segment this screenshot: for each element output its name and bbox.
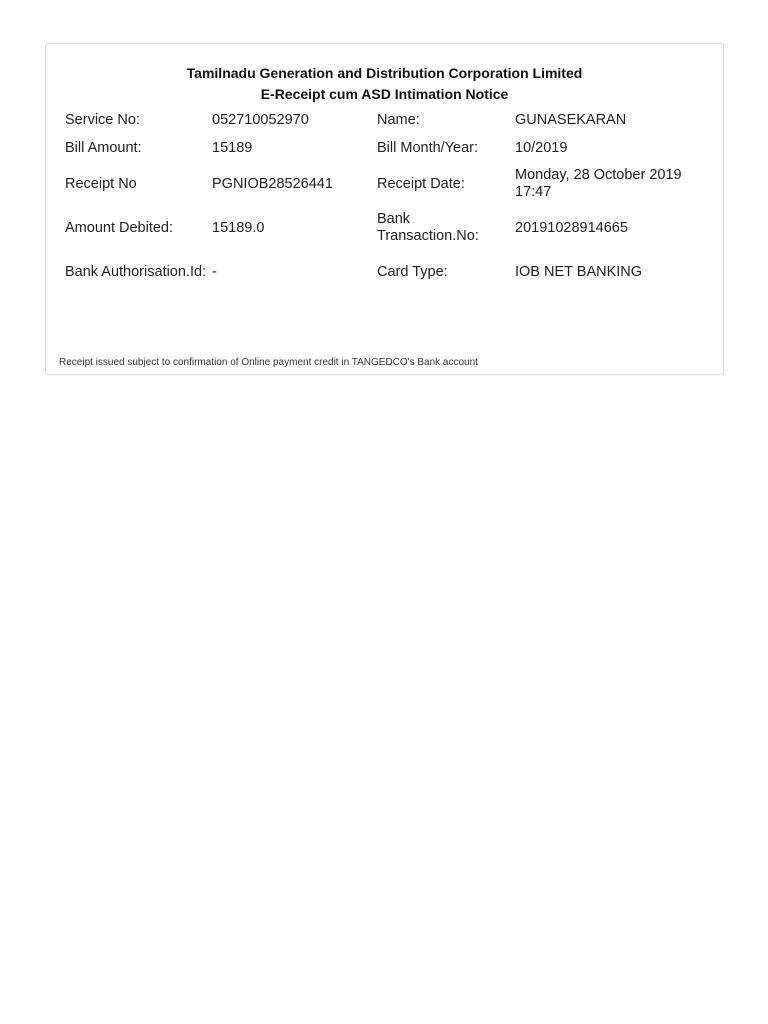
service-no-value: 052710052970 [212,111,309,128]
receipt-footer-note: Receipt issued subject to confirmation of Online payment credit in TANGEDCO's Bank account [59,357,478,368]
company-name: Tamilnadu Generation and Distribution Corporation Limited [186,65,583,81]
table-row [65,134,705,162]
bank-transaction-no-label: Bank Transaction.No: [377,211,479,244]
bill-month-year-label: Bill Month/Year: [377,139,479,156]
table-row [65,250,705,294]
bank-authorisation-id-value: - [212,263,217,280]
receipt-no-value: PGNIOB28526441 [212,175,333,192]
card-type-label: Card Type: [377,263,448,280]
bill-amount-value: 15189 [212,139,253,156]
name-label: Name: [377,111,420,128]
table-row [65,162,705,206]
bill-amount-label: Bill Amount: [65,139,142,156]
receipt-header [46,63,723,105]
receipt-no-label: Receipt No [65,175,137,192]
bank-authorisation-id-label: Bank Authorisation.Id: [65,263,207,280]
bank-transaction-no-value: 20191028914665 [515,219,628,236]
name-value: GUNASEKARAN [515,111,627,128]
receipt-date-label: Receipt Date: [377,175,465,192]
receipt-card [45,43,724,375]
bill-month-year-value: 10/2019 [515,139,568,156]
amount-debited-label: Amount Debited: [65,219,174,236]
receipt-title: E-Receipt cum ASD Intimation Notice [260,86,509,102]
table-row [65,106,705,134]
receipt-date-value: Monday, 28 October 2019 17:47 [515,167,682,200]
table-row [65,206,705,250]
card-type-value: IOB NET BANKING [515,263,643,280]
service-no-label: Service No: [65,111,140,128]
amount-debited-value: 15189.0 [212,219,265,236]
receipt-details-table [65,106,705,294]
